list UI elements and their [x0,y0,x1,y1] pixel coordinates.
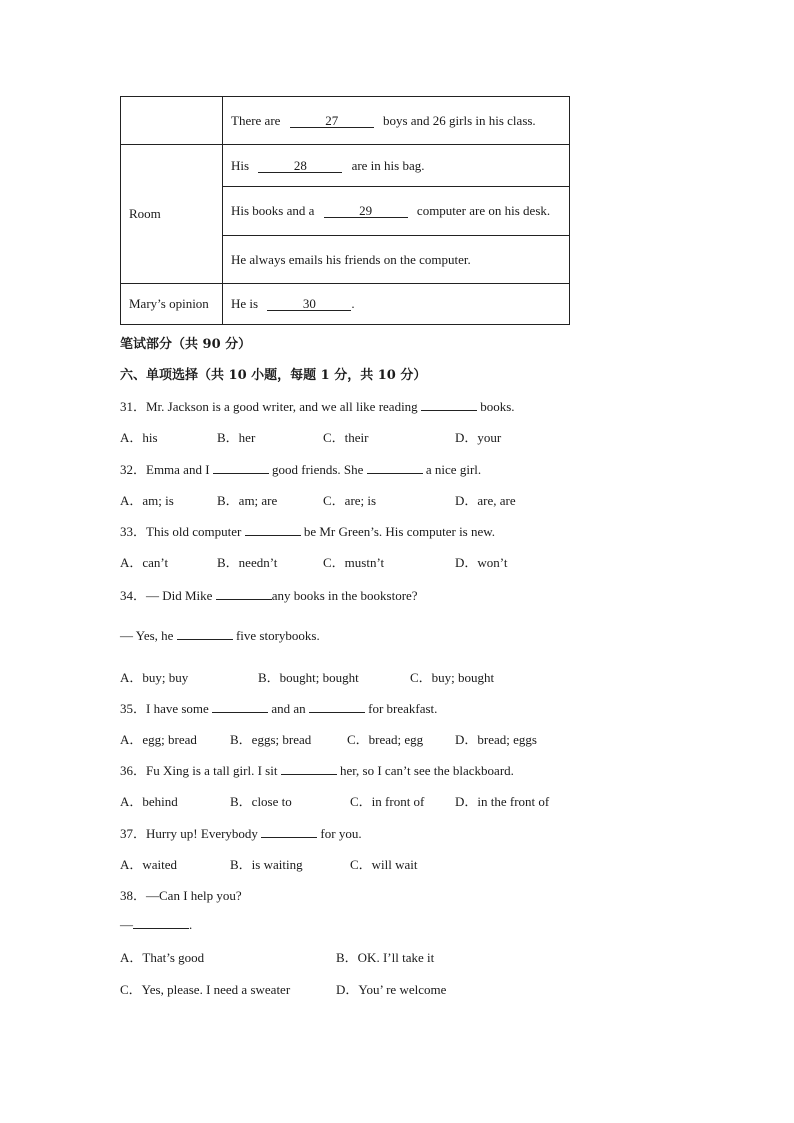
blank-27: 27 [290,114,374,128]
option-d: D．in the front of [455,794,550,809]
option-a: A．behind [120,794,178,809]
section-written-heading: 笔试部分（共 90 分） [120,337,252,352]
option-a: A．buy; buy [120,670,189,685]
option-c: C．are; is [323,493,377,508]
table-row [121,284,570,325]
option-b: B．is waiting [230,857,303,872]
question-32: 32．Emma and I good friends. She a nice girl. [120,462,482,477]
option-b: B．OK. I’ll take it [336,950,435,965]
option-c: C．their [323,430,369,445]
option-b: B．her [217,430,256,445]
answer-blank [261,825,317,838]
option-a: A．That’s good [120,950,205,965]
question-33: 33．This old computer be Mr Green’s. His computer is new. [120,524,496,539]
option-d: D．are, are [455,493,516,508]
row-label-opinion: Mary’s opinion [121,284,223,325]
question-37: 37．Hurry up! Everybody for you. [120,826,362,841]
row-text: He always emails his friends on the computer. [223,236,570,284]
question-36: 36．Fu Xing is a tall girl. I sit her, so I can’t see the blackboard. [120,763,514,778]
section-six-heading: 六、单项选择（共 10 小题，每题 1 分，共 10 分） [120,368,427,383]
option-a: A．can’t [120,555,169,570]
option-d: D．bread; eggs [455,732,537,747]
row-text: He is 30 . [223,284,570,325]
option-b: B．close to [230,794,292,809]
answer-blank [216,587,272,600]
option-d: D．You’ re welcome [336,982,447,997]
option-b: B．eggs; bread [230,732,312,747]
question-38-reply: — . [120,917,193,932]
table-row [121,97,570,145]
question-34: 34．— Did Mike any books in the bookstore? [120,588,418,603]
answer-blank [212,700,268,713]
table-row [121,145,570,187]
question-34-reply: — Yes, he five storybooks. [120,628,320,643]
row-text: His 28 are in his bag. [223,145,570,187]
option-a: A．egg; bread [120,732,197,747]
blank-30: 30 [267,297,351,311]
option-c: C．in front of [350,794,425,809]
row-label-room: Room [121,145,223,284]
option-c: C．bread; egg [347,732,424,747]
answer-blank [213,461,269,474]
option-a: A．waited [120,857,178,872]
option-c: C．buy; bought [410,670,495,685]
option-d: D．your [455,430,502,445]
option-b: B．bought; bought [258,670,359,685]
answer-blank [177,627,233,640]
answer-blank [421,398,477,411]
blank-29: 29 [324,204,408,218]
row-label [121,97,223,145]
option-b: B．am; are [217,493,278,508]
answer-blank [367,461,423,474]
option-c: C．mustn’t [323,555,385,570]
answer-blank [309,700,365,713]
option-a: A．am; is [120,493,174,508]
option-d: D．won’t [455,555,508,570]
answer-blank [133,916,189,929]
option-c: C．Yes, please. I need a sweater [120,982,291,997]
row-text: There are 27 boys and 26 girls in his class. [223,97,570,145]
answer-blank [281,762,337,775]
option-c: C．will wait [350,857,418,872]
question-35: 35．I have some and an for breakfast. [120,701,438,716]
blank-28: 28 [258,159,342,173]
option-b: B．needn’t [217,555,278,570]
info-table [120,96,570,325]
answer-blank [245,523,301,536]
option-a: A．his [120,430,158,445]
question-38: 38．—Can I help you? [120,888,242,903]
row-text: His books and a 29 computer are on his desk. [223,187,570,236]
question-31: 31．Mr. Jackson is a good writer, and we all like reading books. [120,399,515,414]
